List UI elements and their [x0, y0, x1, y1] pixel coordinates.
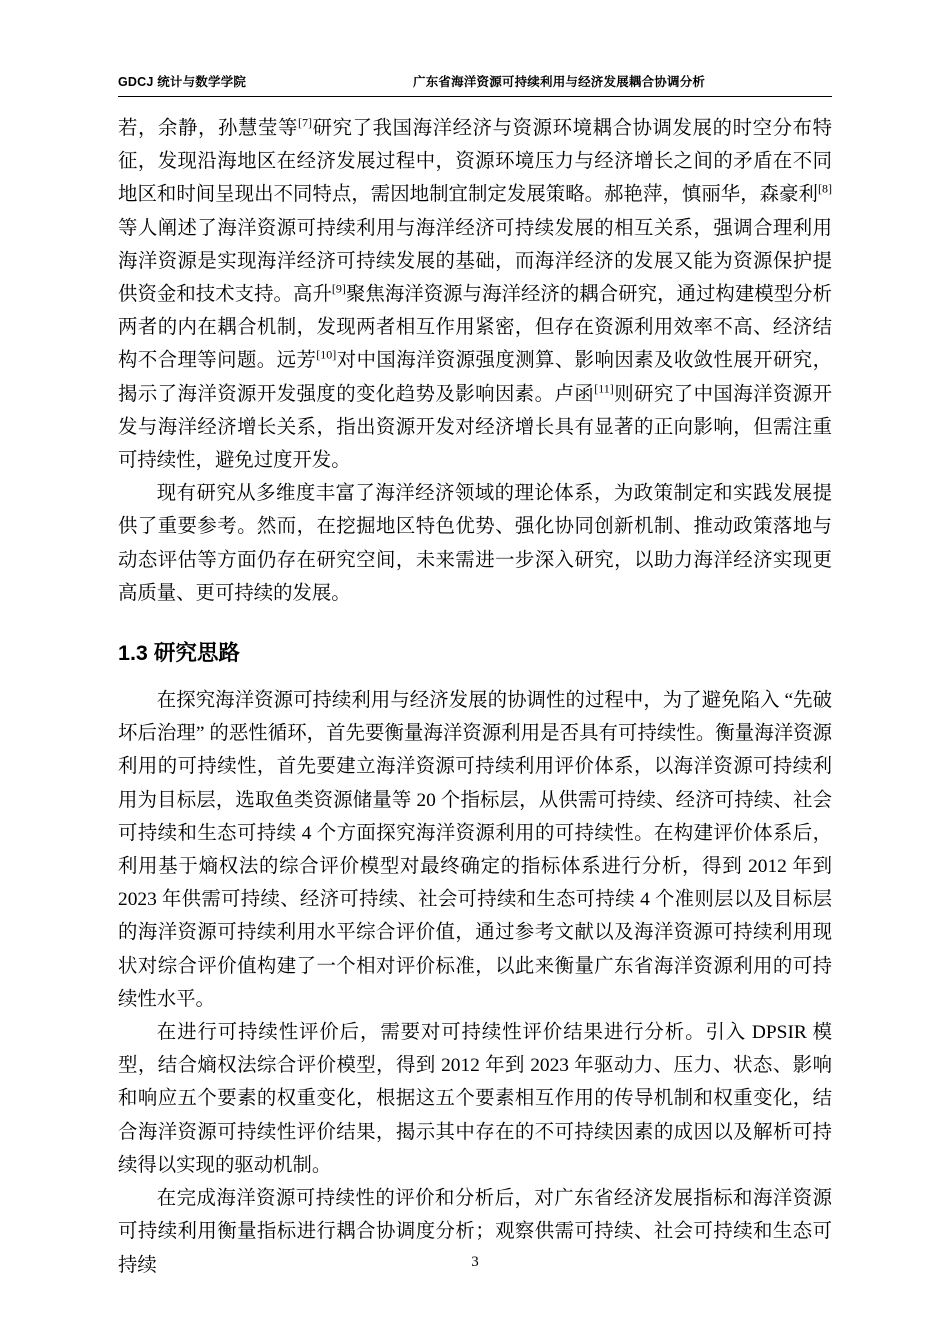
citation-ref-8: [8]: [817, 181, 832, 196]
para1-segment-d: 聚焦海洋资源与海洋经济的耦合研究，通过构建模型分析两者的内在耦合机制，发现两者相互作用紧密，但存在资源利用效率不高、经济结构不合理等问题。远芳: [118, 284, 833, 372]
citation-ref-11: [11]: [594, 381, 614, 396]
citation-ref-9: [9]: [331, 281, 346, 296]
para1-segment-e: 对中国海洋资源强度测算、影响因素及收敛性展开研究，揭示了海洋资源开发强度的变化趋势及影响因素。卢函: [118, 350, 833, 405]
paragraph-research-approach-1: 在探究海洋资源可持续利用与经济发展的协调性的过程中，为了避免陷入 “先破坏后治理” 的恶性循环，首先要衡量海洋资源利用是否具有可持续性。衡量海洋资源利用的可持续性，首先要建立海洋资源可持续利用评价体系，以海洋资源可持续利用为目标层，选取鱼类资源储量等 20 个指标层，从供需可持续、经济可持续、社会可持续和生态可持续 4 个方面探究海洋资源利用的可持续性。在构建评价体系后，利用基于熵权法的综合评价模型对最终确定的指标体系进行分析，得到 2012 年到 2023 年供需可持续、经济可持续、社会可持续和生态可持续 4 个准则层以及目标层的海洋资源可持续利用水平综合评价值，通过参考文献以及海洋资源可持续利用现状对综合评价值构建了一个相对评价标准，以此来衡量广东省海洋资源利用的可持续性水平。: [118, 690, 832, 1010]
header-divider: [118, 96, 832, 97]
para1-segment-c: 等人阐述了海洋资源可持续利用与海洋经济可持续发展的相互关系，强调合理利用海洋资源是实现海洋经济可持续发展的基础，而海洋经济的发展又能为资源保护提供资金和技术支持。高升: [118, 217, 832, 306]
header-left-text: GDCJ 统计与数学学院: [118, 75, 247, 89]
paragraph-research-approach-2: 在进行可持续性评价后，需要对可持续性评价结果进行分析。引入 DPSIR 模型，结合熵权法综合评价模型，得到 2012 年到 2023 年驱动力、压力、状态、影响和响应五个要素的权重变化，根据这五个要素相互作用的传导机制和权重变化，结合海洋资源可持续性评价结果，揭示其中存在的不可持续因素的成因以及解析可持续得以实现的驱动机制。: [118, 1022, 832, 1176]
page-content: [118, 112, 832, 1282]
paragraph-research-approach-3: 在完成海洋资源可持续性的评价和分析后，对广东省经济发展指标和海洋资源可持续利用衡量指标进行耦合协调度分析；观察供需可持续、社会可持续和生态可持续: [118, 1188, 832, 1276]
para1-segment-a: 若，余静，孙慧莹等: [118, 118, 298, 139]
citation-ref-10: [10]: [316, 347, 337, 362]
para1-segment-b: 研究了我国海洋经济与资源环境耦合协调发展的时空分布特征，发现沿海地区在经济发展过程中，资源环境压力与经济增长之间的矛盾在不同地区和时间呈现出不同特点，需因地制宜制定发展策略。郝艳萍，慎丽华，森豪利: [118, 118, 833, 206]
paragraph-research-gap: 现有研究从多维度丰富了海洋经济领域的理论体系，为政策制定和实践发展提供了重要参考。然而，在挖掘地区特色优势、强化协同创新机制、推动政策落地与动态评估等方面仍存在研究空间，未来需进一步深入研究，以助力海洋经济实现更高质量、更可持续的发展。: [118, 483, 832, 604]
header-right-text: 广东省海洋资源可持续利用与经济发展耦合协调分析: [413, 75, 706, 89]
paragraph-literature-review: [118, 112, 832, 477]
page-header: [118, 72, 832, 90]
page-number: 3: [471, 1254, 479, 1270]
para1-segment-f: 则研究了中国海洋资源开发与海洋经济增长关系，指出资源开发对经济增长具有显著的正向影响，但需注重可持续性，避免过度开发。: [118, 383, 833, 472]
citation-ref-7: [7]: [298, 115, 313, 130]
section-heading-1-3: 1.3 研究思路: [118, 641, 240, 666]
